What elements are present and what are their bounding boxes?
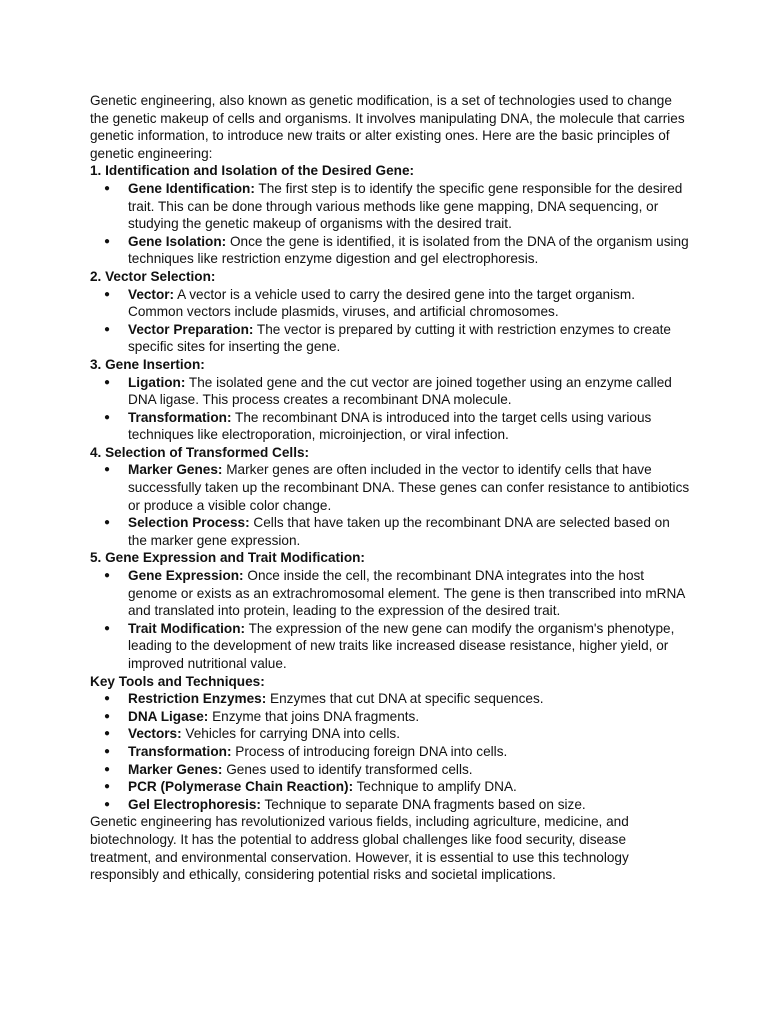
item-term: Marker Genes: <box>128 761 223 777</box>
list-item <box>128 374 690 409</box>
section-gene-identification <box>90 162 690 268</box>
list-item <box>128 514 690 549</box>
bullet-list <box>90 567 690 673</box>
item-text: A vector is a vehicle used to carry the desired gene into the target organism. Common vectors include plasmids, viruses, and artificial chromosomes. <box>128 286 636 320</box>
list-item <box>128 743 690 761</box>
item-text: Process of introducing foreign DNA into cells. <box>231 743 508 759</box>
item-text: Once inside the cell, the recombinant DNA integrates into the host genome or exists as an extrachromosomal element. The gene is then transcribed into mRNA and translated into protein, leading to the expression of the desired trait. <box>128 568 685 619</box>
item-text: Vehicles for carrying DNA into cells. <box>181 726 400 742</box>
bullet-list <box>90 690 690 813</box>
item-term: Transformation: <box>128 743 232 759</box>
item-text: Technique to separate DNA fragments based on size. <box>260 796 586 812</box>
item-term: Restriction Enzymes: <box>128 691 267 707</box>
list-item <box>128 233 690 268</box>
section-gene-insertion <box>90 356 690 444</box>
list-item <box>128 180 690 233</box>
item-text: Technique to amplify DNA. <box>353 779 517 795</box>
section-heading: Key Tools and Techniques: <box>90 673 265 689</box>
list-item <box>128 461 690 514</box>
list-item <box>128 725 690 743</box>
conclusion-paragraph: Genetic engineering has revolutionized various fields, including agriculture, medicine, and biotechnology. It has the potential to address global challenges like food security, disease treatment, and environmental conservation. However, it is essential to use this technology responsibly and ethically, considering potential risks and societal implications. <box>90 814 629 883</box>
section-vector-selection <box>90 268 690 356</box>
section-selection-transformed-cells <box>90 444 690 550</box>
item-text: The isolated gene and the cut vector are joined together using an enzyme called DNA ligase. This process creates a recombinant DNA molecule. <box>128 374 672 408</box>
list-item <box>128 761 690 779</box>
item-text: The recombinant DNA is introduced into the target cells using various techniques like electroporation, microinjection, or viral infection. <box>128 409 652 443</box>
section-heading: 3. Gene Insertion: <box>90 356 205 372</box>
item-term: Ligation: <box>128 374 186 390</box>
list-item <box>128 778 690 796</box>
item-term: Gene Expression: <box>128 568 244 584</box>
section-heading: 1. Identification and Isolation of the Desired Gene: <box>90 163 415 179</box>
bullet-list <box>90 374 690 444</box>
item-term: Gene Identification: <box>128 180 255 196</box>
item-text: Enzymes that cut DNA at specific sequences. <box>266 691 544 707</box>
item-text: Cells that have taken up the recombinant DNA are selected based on the marker gene expression. <box>128 515 670 548</box>
item-text: The first step is to identify the specific gene responsible for the desired trait. This can be done through various methods like gene mapping, DNA sequencing, or studying the genetic makeup of organisms with the desired trait. <box>128 180 683 232</box>
item-term: Vector Preparation: <box>128 321 254 337</box>
section-heading: 2. Vector Selection: <box>90 268 216 284</box>
intro-paragraph: Genetic engineering, also known as genetic modification, is a set of technologies used to change the genetic makeup of cells and organisms. It involves manipulating DNA, the molecule that carries genetic information, to introduce new traits or alter existing ones. Here are the basic principles of genetic engineering: <box>90 93 685 161</box>
section-gene-expression <box>90 549 690 672</box>
item-text: Marker genes are often included in the vector to identify cells that have successfully taken up the recombinant DNA. These genes can confer resistance to antibiotics or produce a visible color change. <box>128 462 690 513</box>
list-item <box>128 690 690 708</box>
item-term: Gene Isolation: <box>128 233 227 249</box>
bullet-list <box>90 180 690 268</box>
item-term: DNA Ligase: <box>128 708 209 724</box>
item-term: Vector: <box>128 286 175 302</box>
list-item <box>128 796 690 814</box>
item-text: Enzyme that joins DNA fragments. <box>208 708 420 724</box>
item-term: Vectors: <box>128 726 182 742</box>
item-text: The vector is prepared by cutting it with restriction enzymes to create specific sites for inserting the gene. <box>128 321 671 355</box>
item-term: Selection Process: <box>128 515 250 531</box>
list-item <box>128 286 690 321</box>
section-heading: 4. Selection of Transformed Cells: <box>90 444 310 460</box>
bullet-list <box>90 286 690 356</box>
list-item <box>128 567 690 620</box>
document-page <box>90 92 690 884</box>
list-item <box>128 620 690 673</box>
bullet-list <box>90 461 690 549</box>
item-term: Transformation: <box>128 409 232 425</box>
item-term: PCR (Polymerase Chain Reaction): <box>128 779 354 795</box>
item-text: Once the gene is identified, it is isolated from the DNA of the organism using techniques like restriction enzyme digestion and gel electrophoresis. <box>128 233 689 267</box>
list-item <box>128 321 690 356</box>
item-term: Trait Modification: <box>128 620 246 636</box>
section-heading: 5. Gene Expression and Trait Modification: <box>90 550 365 566</box>
item-text: Genes used to identify transformed cells. <box>222 761 473 777</box>
item-text: The expression of the new gene can modify the organism's phenotype, leading to the development of new traits like increased disease resistance, higher yield, or improved nutritional value. <box>128 620 675 671</box>
list-item <box>128 708 690 726</box>
list-item <box>128 409 690 444</box>
item-term: Gel Electrophoresis: <box>128 796 261 812</box>
section-key-tools <box>90 673 690 814</box>
item-term: Marker Genes: <box>128 462 223 478</box>
